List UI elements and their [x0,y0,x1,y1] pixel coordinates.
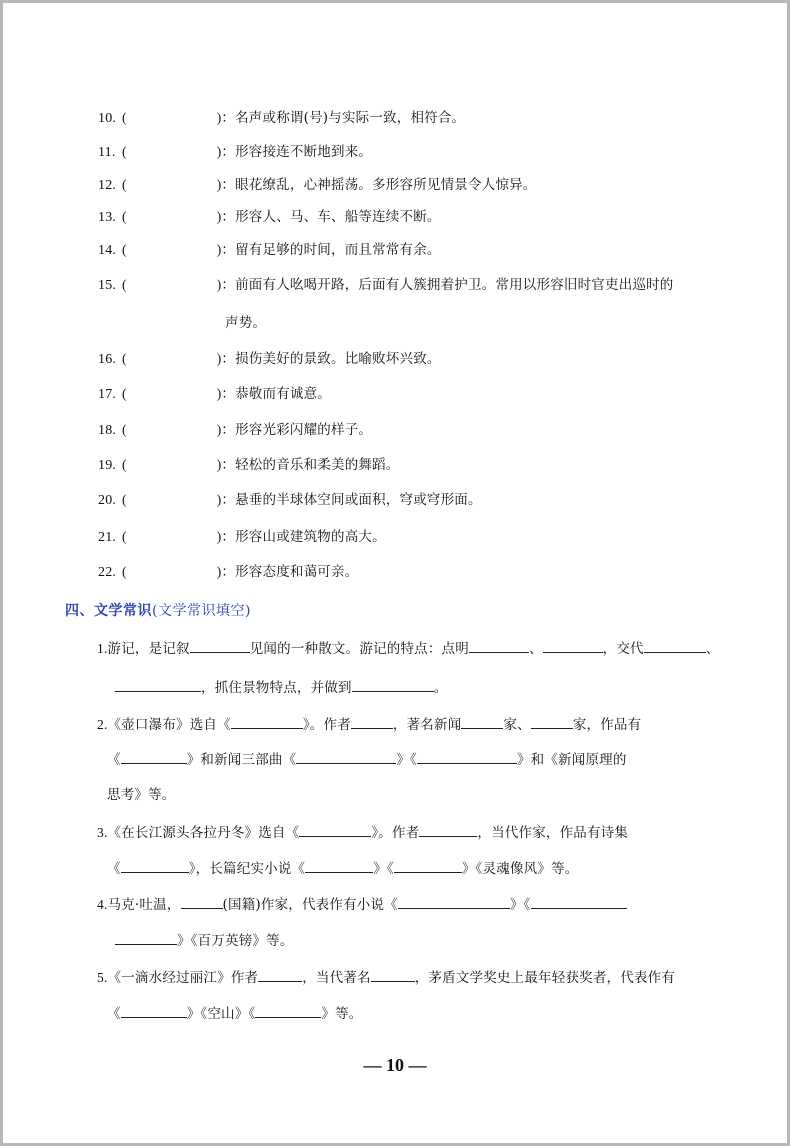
close-paren: ) [216,457,222,472]
question-text: 家、 [503,717,531,733]
open-paren: ( [122,144,127,159]
question-text: ，茅盾文学奖史上最年轻获奖者，代表作有 [414,970,676,986]
item-number: 14. [98,243,117,258]
answer-blank[interactable] [543,638,603,653]
definition-item [98,175,537,196]
question-text: 》等。 [321,1006,363,1022]
definition-item [98,108,465,129]
item-number: 17. [98,387,117,402]
answer-blank[interactable] [305,858,373,873]
answer-blank[interactable] [531,714,573,729]
question-1-line-1 [97,638,719,659]
question-text: 》，长篇纪实小说《 [188,861,306,877]
item-number: 18. [98,423,117,438]
question-number: 3. [97,825,108,840]
open-paren: ( [122,242,127,257]
definition-text: ：形容态度和蔼可亲。 [221,564,359,580]
question-5-line-1 [97,967,675,988]
open-paren: ( [122,529,127,544]
open-paren: ( [122,209,127,224]
definition-item [98,420,372,441]
definition-item [98,275,674,296]
open-paren: ( [122,457,127,472]
definition-item [98,240,441,261]
question-text: 》《灵魂像风》等。 [461,861,579,877]
definition-text: ：形容人、马、车、船等连续不断。 [221,209,441,225]
question-number: 1. [97,641,108,656]
item-number: 19. [98,458,117,473]
answer-blank[interactable] [190,638,250,653]
definition-item [98,207,441,228]
close-paren: ) [216,564,222,579]
answer-blank[interactable] [255,1003,321,1018]
question-text: 》《百万英镑》等。 [177,933,294,949]
question-text: ，抓住景物特点，并做到 [201,680,352,696]
answer-blank[interactable] [461,714,503,729]
question-number: 4. [97,897,108,912]
question-1-line-2 [115,677,447,698]
question-text: ，著名新闻 [392,717,462,733]
item-number: 22. [98,565,117,580]
question-3-line-1 [97,822,628,843]
definition-item [98,490,482,511]
answer-blank[interactable] [115,930,177,945]
open-paren: ( [122,351,127,366]
answer-blank[interactable] [296,749,396,764]
close-paren: ) [216,386,222,401]
definition-item [98,455,400,476]
question-text: 》《空山》《 [186,1006,256,1022]
definition-text: ：眼花缭乱，心神摇荡。多形容所见情景令人惊异。 [221,177,537,193]
answer-blank[interactable] [121,749,187,764]
open-paren: ( [122,422,127,437]
definition-text: ：形容接连不断地到来。 [221,144,373,160]
question-text: 》《 [373,861,394,877]
item-number: 20. [98,493,117,508]
answer-blank[interactable] [352,677,434,692]
answer-blank[interactable] [644,638,706,653]
open-paren: ( [122,492,127,507]
question-text: 《 [107,861,121,877]
close-paren: ) [216,144,222,159]
definition-item [98,527,386,548]
question-2-line-2 [107,749,627,770]
answer-blank[interactable] [299,822,371,837]
question-text: 《 [107,1006,121,1022]
definition-item [98,562,358,583]
definition-text: ：前面有人吆喝开路，后面有人簇拥着护卫。常用以形容旧时官吏出巡时的 [221,277,674,293]
open-paren: ( [122,177,127,192]
definition-item [98,142,372,163]
definition-text: ：形容光彩闪耀的样子。 [221,422,373,438]
definition-continuation: 声势。 [225,315,267,331]
answer-blank[interactable] [258,967,302,982]
question-text: 思考》等。 [107,787,176,803]
question-text: 》《 [396,752,417,768]
definition-text: ：悬垂的半球体空间或面积，穹或穹形面。 [221,492,482,508]
close-paren: ) [216,242,222,257]
question-4-line-2 [115,930,294,951]
item-number: 16. [98,352,117,367]
question-text: 、 [705,641,720,657]
close-paren: ) [216,529,222,544]
answer-blank[interactable] [394,858,462,873]
close-paren: ) [216,492,222,507]
question-text: 马克·吐温， [107,897,181,913]
section-subtitle: (文学常识填空) [152,603,251,619]
question-text: 《壶口瀑布》选自《 [107,717,231,733]
close-paren: ) [216,177,222,192]
question-2-line-3 [107,785,176,805]
answer-blank[interactable] [231,714,303,729]
question-text: ，交代 [602,641,644,657]
answer-blank[interactable] [469,638,529,653]
answer-blank[interactable] [371,967,415,982]
question-2-line-1 [97,714,641,735]
answer-blank[interactable] [181,894,223,909]
question-text: ，当代著名 [302,970,371,986]
question-text: ，当代作家，作品有诗集 [477,825,629,841]
question-text: 《 [107,752,121,768]
definition-item [98,384,331,405]
definition-text: ：名声或称谓(号)与实际一致，相符合。 [221,110,466,126]
item-number: 13. [98,210,117,225]
question-text: 》《 [509,897,531,913]
question-text: 、 [528,641,543,657]
definition-text: ：轻松的音乐和柔美的舞蹈。 [221,457,400,473]
question-text: 《一滴水经过丽江》作者 [107,970,259,986]
answer-blank[interactable] [417,749,517,764]
question-text: 见闻的一种散文。游记的特点：点明 [249,641,469,657]
item-number: 12. [98,178,117,193]
close-paren: ) [216,277,222,292]
question-text: 》和《新闻原理的 [516,752,627,768]
answer-blank[interactable] [419,822,477,837]
definition-text: ：损伤美好的景致。比喻败坏兴致。 [221,351,441,367]
definition-text: ：形容山或建筑物的高大。 [221,529,386,545]
question-text: 》。作者 [371,825,420,841]
definition-item [98,349,441,370]
item-number: 11. [98,145,116,160]
answer-blank[interactable] [398,894,510,909]
question-4-line-1 [97,894,627,915]
question-number: 2. [97,717,108,732]
open-paren: ( [122,110,127,125]
question-text: 游记，是记叙 [107,641,190,657]
document-page [3,3,787,1143]
open-paren: ( [122,277,127,292]
close-paren: ) [216,110,222,125]
definition-text: ：恭敬而有诚意。 [221,386,332,402]
answer-blank[interactable] [115,677,201,692]
open-paren: ( [122,564,127,579]
item-number: 10. [98,111,117,126]
open-paren: ( [122,386,127,401]
question-text: (国籍)作家，代表作有小说《 [222,897,398,913]
close-paren: ) [216,351,222,366]
answer-blank[interactable] [351,714,393,729]
close-paren: ) [216,422,222,437]
question-text: 。 [433,680,448,696]
question-3-line-2 [107,858,578,879]
item-number: 15. [98,278,117,293]
answer-blank[interactable] [121,858,189,873]
question-5-line-2 [107,1003,363,1024]
section-heading [65,600,251,620]
question-text: 《在长江源头各拉丹冬》选自《 [107,825,300,841]
section-title: 四、文学常识 [65,603,152,619]
close-paren: ) [216,209,222,224]
question-text: 家，作品有 [572,717,642,733]
definition-text: ：留有足够的时间，而且常常有余。 [221,242,441,258]
question-number: 5. [97,970,108,985]
answer-blank[interactable] [531,894,627,909]
item-number: 21. [98,530,117,545]
answer-blank[interactable] [121,1003,187,1018]
page-number: — 10 — [363,1055,427,1075]
question-text: 》。作者 [302,717,351,733]
question-text: 》和新闻三部曲《 [186,752,297,768]
